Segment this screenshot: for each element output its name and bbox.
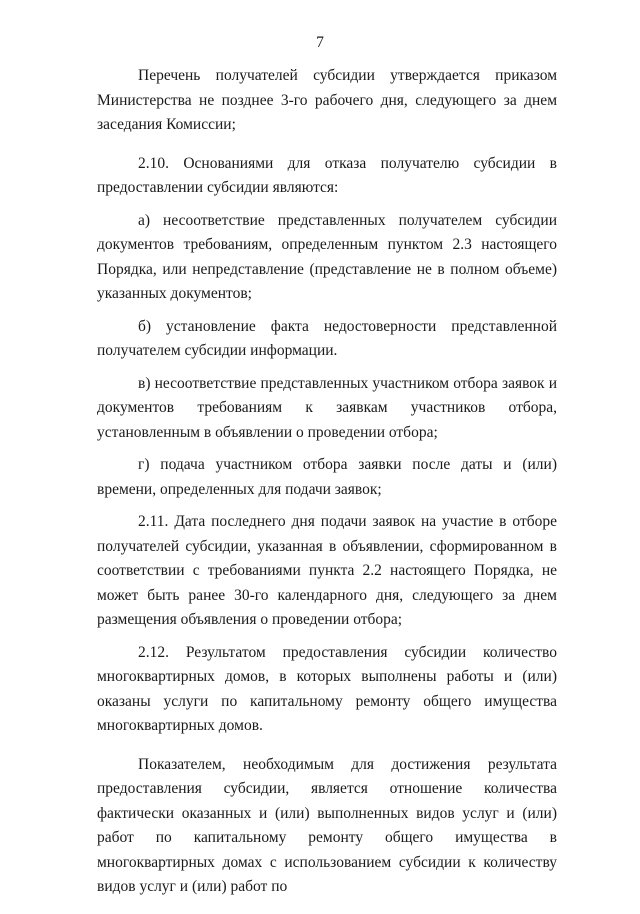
- paragraph-recipients-list: Перечень получателей субсидии утверждается приказом Министерства не позднее 3-го рабочего дня, следующего за днем заседания Комиссии;: [97, 67, 557, 133]
- paragraph-2-10-g: г) подача участником отбора заявки после даты и (или) времени, определенных для подачи заявок;: [97, 456, 557, 498]
- paragraph-2-10-v: в) несоответствие представленных участником отбора заявок и документов требованиям к заявкам участников отбора, установленным в объявлении о проведении отбора;: [97, 374, 557, 441]
- document-body: [97, 64, 557, 914]
- paragraph-indicator: Показателем, необходимым для достижения результата предоставления субсидии, является отношение количества фактически оказанных и (или) выполненных видов услуг и (или) работ по капитальному ремонту общего имущества в многоквартирных домах с использованием субсидии к количеству видов услуг и (или) работ по: [97, 755, 557, 895]
- paragraph-2-10: 2.10. Основаниями для отказа получателю субсидии в предоставлении субсидии являются:: [97, 154, 557, 196]
- paragraph-2-12: 2.12. Результатом предоставления субсидии количество многоквартирных домов, в которых выполнены работы и (или) оказаны услуги по капитальному ремонту общего имущества многоквартирных домов.: [97, 643, 557, 734]
- paragraph-2-10-b: б) установление факта недостоверности представленной получателем субсидии информации.: [97, 317, 557, 359]
- paragraph-2-10-a: а) несоответствие представленных получателем субсидии документов требованиям, определенным пунктом 2.3 настоящего Порядка, или непредставление (представление не в полном объеме) указанных документов;: [97, 211, 557, 302]
- paragraph-2-11: 2.11. Дата последнего дня подачи заявок на участие в отборе получателей субсидии, указанная в объявлении, сформированном в соответствии с требованиями пункта 2.2 настоящего Порядка, не может быть ранее 30-го календарного дня, следующего за днем размещения объявления о проведении отбора;: [97, 513, 557, 628]
- page-number: 7: [316, 34, 324, 51]
